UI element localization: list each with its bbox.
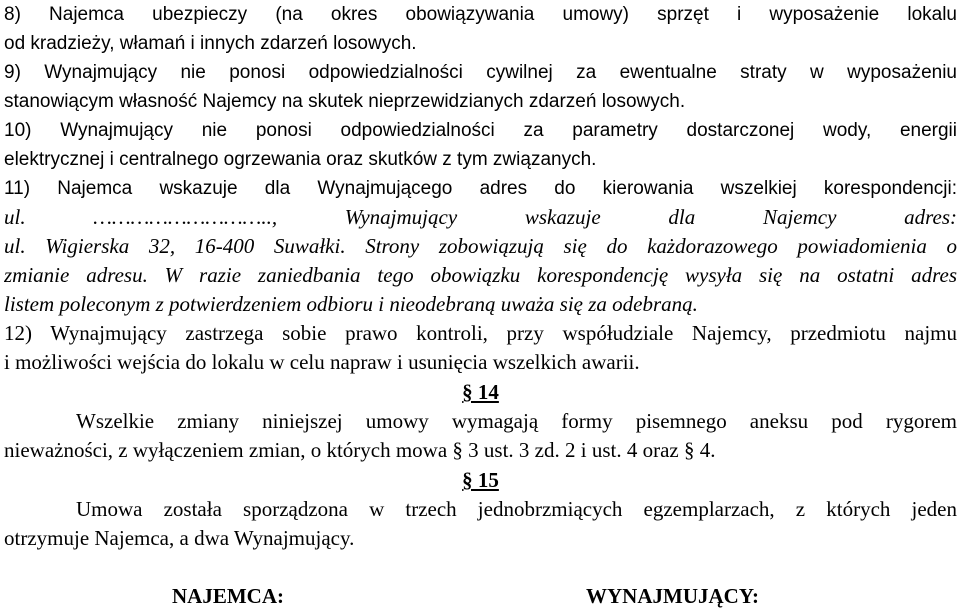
text-line-1: 8) Najemca ubezpieczy (na okres obowiązywania umowy) sprzęt i wyposażenie lokalu (4, 4, 957, 25)
landlord-signature-label: WYNAJMUJĄCY: (586, 584, 760, 608)
address-line-4: listem poleconym z potwierdzeniem odbioru i nieodebraną uważa się za odebraną. (4, 292, 698, 316)
point-12-line-2: i możliwości wejścia do lokalu w celu napraw i usunięcia wszelkich awarii. (4, 350, 640, 374)
section-15-heading: § 15 (462, 468, 499, 492)
text-line-2: od kradzieży, włamań i innych zdarzeń losowych. (4, 33, 417, 54)
section-14-heading: § 14 (462, 380, 499, 404)
signature-block (0, 584, 960, 612)
address-line-2: ul. Wigierska 32, 16-400 Suwałki. Strony zobowiązują się do każdorazowego powiadomienia o (4, 234, 957, 258)
text-line-5: 10) Wynajmujący nie ponosi odpowiedzialności za parametry dostarczonej wody, energii (4, 120, 957, 141)
text-line-3: 9) Wynajmujący nie ponosi odpowiedzialności cywilnej za ewentualne straty w wyposażeniu (4, 62, 957, 83)
section-14-line-2: nieważności, z wyłączeniem zmian, o których mowa § 3 ust. 3 zd. 2 i ust. 4 oraz § 4. (4, 438, 716, 462)
section-15-line-2: otrzymuje Najemca, a dwa Wynajmujący. (4, 526, 355, 550)
text-line-6: elektrycznej i centralnego ogrzewania oraz skutków z tym związanych. (4, 149, 597, 170)
text-line-7: 11) Najemca wskazuje dla Wynajmującego adres do kierowania wszelkiej korespondencji: (4, 178, 957, 199)
text-line-4: stanowiącym własność Najemcy na skutek nieprzewidzianych zdarzeń losowych. (4, 91, 686, 112)
document-page (4, 0, 957, 553)
point-12-line-1: 12) Wynajmujący zastrzega sobie prawo kontroli, przy współudziale Najemcy, przedmiotu najmu (4, 321, 957, 345)
section-15-line-1: Umowa została sporządzona w trzech jednobrzmiących egzemplarzach, z których jeden (76, 497, 957, 521)
tenant-signature-label: NAJEMCA: (172, 584, 284, 608)
address-line-3: zmianie adresu. W razie zaniedbania tego obowiązku korespondencję wysyła się na ostatni adres (4, 263, 957, 287)
section-14-line-1: Wszelkie zmiany niniejszej umowy wymagają formy pisemnego aneksu pod rygorem (76, 409, 957, 433)
address-line-1: ul. ……………………….., Wynajmujący wskazuje dla Najemcy adres: (4, 205, 957, 229)
